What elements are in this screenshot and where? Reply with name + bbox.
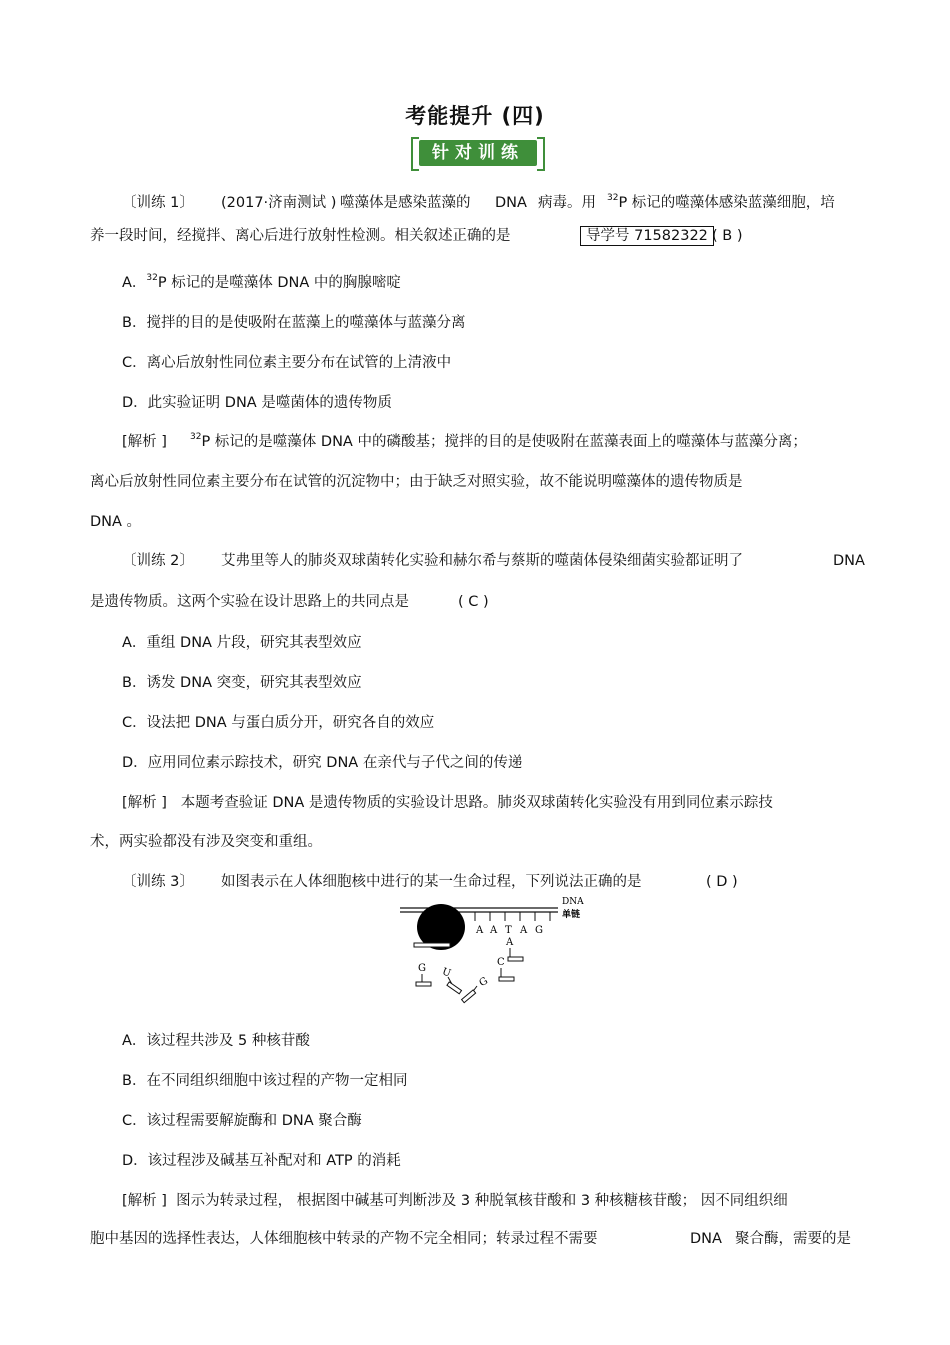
q2-option-c: C．设法把 DNA 与蛋白质分开，研究各自的效应	[122, 715, 435, 731]
q3-answer: ( D )	[706, 874, 738, 890]
badge-bracket-left	[411, 137, 419, 171]
q3-option-a: A．该过程共涉及 5 种核苷酸	[122, 1033, 310, 1049]
mrna-stub	[414, 943, 450, 947]
paired-nucleotide	[505, 937, 523, 961]
q3-explanation-line-2: 胞中基因的选择性表达，人体细胞核中转录的产物不完全相同；转录过程不需要	[90, 1231, 598, 1247]
q1-stem-d: 养一段时间，经搅拌、离心后进行放射性检测。相关叙述正确的是	[90, 228, 511, 244]
q1-guide-box: 导学号 71582322	[580, 226, 714, 246]
free-nucleotide-g-left	[416, 963, 431, 986]
template-ticks	[475, 912, 550, 921]
template-base: T	[505, 925, 512, 936]
q3-explanation-dna: DNA	[690, 1231, 722, 1247]
nucleotide-sugar	[462, 990, 476, 1003]
q1-explanation-label: [解析 ]	[122, 434, 167, 450]
q1-sup: 32	[607, 193, 619, 203]
q2-stem-a: 艾弗里等人的肺炎双球菌转化实验和赫尔希与蔡斯的噬菌体侵染细菌实验都证明了	[221, 553, 743, 569]
q3-explanation-text-1: 图示为转录过程， 根据图中碱基可判断涉及 3 种脱氧核苷酸和 3 种核糖核苷酸； 因不同组织细	[176, 1193, 788, 1209]
nucleotide-sugar	[508, 957, 523, 961]
free-base: G	[477, 975, 490, 990]
page-title: 考能提升 (四)	[405, 104, 545, 128]
free-nucleotide-u	[440, 966, 461, 993]
section-badge	[411, 137, 545, 169]
q2-option-b: B．诱发 DNA 突变，研究其表型效应	[122, 675, 362, 691]
q1-explanation-line-3: DNA 。	[90, 514, 142, 530]
q2-option-d: D．应用同位素示踪技术，研究 DNA 在亲代与子代之间的传递	[122, 755, 523, 771]
template-base: A	[476, 925, 484, 936]
q1-explanation-line-2: 离心后放射性同位素主要分布在试管的沉淀物中；由于缺乏对照实验，故不能说明噬藻体的遗传物质是	[90, 474, 743, 490]
q1-option-c: C．离心后放射性同位素主要分布在试管的上清液中	[122, 355, 452, 371]
q2-stem-b: 是遗传物质。这两个实验在设计思路上的共同点是	[90, 594, 409, 610]
q1-option-a	[122, 273, 401, 293]
q1-explanation-sup: 32	[189, 432, 202, 442]
transcription-figure	[395, 893, 595, 1005]
q2-option-a: A．重组 DNA 片段，研究其表型效应	[122, 635, 362, 651]
q3-stem: 如图表示在人体细胞核中进行的某一生命过程，下列说法正确的是	[221, 874, 642, 890]
q2-dna: DNA	[833, 553, 865, 569]
nucleotide-sugar	[416, 982, 431, 986]
q2-explanation-text-1: 本题考查验证 DNA 是遗传物质的实验设计思路。肺炎双球菌转化实验没有用到同位素示踪技	[180, 795, 773, 811]
q3-explanation-line-1	[122, 1191, 788, 1211]
q3-option-c: C．该过程需要解旋酶和 DNA 聚合酶	[122, 1113, 362, 1129]
badge-bracket-right	[537, 137, 545, 171]
q1-answer: ( B )	[712, 228, 743, 244]
q1-option-b: B．搅拌的目的是使吸附在蓝藻上的噬藻体与蓝藻分离	[122, 315, 466, 331]
free-base: U	[440, 966, 453, 980]
nucleotide-sugar	[447, 982, 462, 994]
q2-answer: ( C )	[458, 594, 489, 610]
q1-stem-a: 噬藻体是感染蓝藻的	[340, 195, 471, 211]
q1-label: 〔训练 1〕	[122, 195, 194, 211]
q1-option-d: D．此实验证明 DNA 是噬菌体的遗传物质	[122, 395, 392, 411]
free-base: G	[418, 963, 426, 974]
paired-base: A	[506, 937, 514, 948]
q1-option-a-sup: 32	[146, 273, 158, 283]
q3-option-d: D．该过程涉及碱基互补配对和 ATP 的消耗	[122, 1153, 401, 1169]
q2-explanation-line-1	[122, 793, 773, 813]
template-base: A	[490, 925, 498, 936]
template-bases	[475, 925, 543, 936]
q1-guide-number	[580, 226, 714, 246]
nucleotide-sugar	[499, 977, 514, 981]
template-base: A	[520, 925, 528, 936]
q3-explanation-label: [解析 ]	[122, 1193, 167, 1209]
q2-explanation-line-2: 术，两实验都没有涉及突变和重组。	[90, 834, 322, 850]
q1-explanation-text-1: P 标记的是噬藻体 DNA 中的磷酸基；搅拌的目的是使吸附在蓝藻表面上的噬藻体与蓝藻分离；	[201, 434, 807, 450]
q1-stem-c-text: P 标记的噬藻体感染蓝藻细胞，培	[618, 195, 835, 211]
q1-stem-c	[607, 193, 835, 213]
free-nucleotide-g-bottom	[462, 976, 490, 1003]
q1-option-a-text: P 标记的是噬藻体 DNA 中的胸腺嘧啶	[157, 275, 401, 291]
q1-explanation-line-1	[122, 432, 807, 452]
q2-explanation-label: [解析 ]	[122, 795, 167, 811]
q3-explanation-tail: 聚合酶，需要的是	[735, 1231, 851, 1247]
strand-label-single: 单链	[562, 910, 581, 920]
q2-label: 〔训练 2〕	[122, 553, 194, 569]
q1-dna: DNA	[495, 195, 527, 211]
q3-label: 〔训练 3〕	[122, 874, 194, 890]
q3-option-b: B．在不同组织细胞中该过程的产物一定相同	[122, 1073, 408, 1089]
template-base: G	[535, 925, 543, 936]
q1-option-a-prefix: A．	[122, 275, 147, 291]
badge-label: 针对训练	[419, 140, 537, 166]
q1-stem-b: 病毒。用	[538, 195, 596, 211]
q1-source: (2017·济南测试 )	[221, 195, 337, 211]
strand-label-dna: DNA	[562, 897, 584, 907]
free-base: C	[497, 957, 505, 968]
